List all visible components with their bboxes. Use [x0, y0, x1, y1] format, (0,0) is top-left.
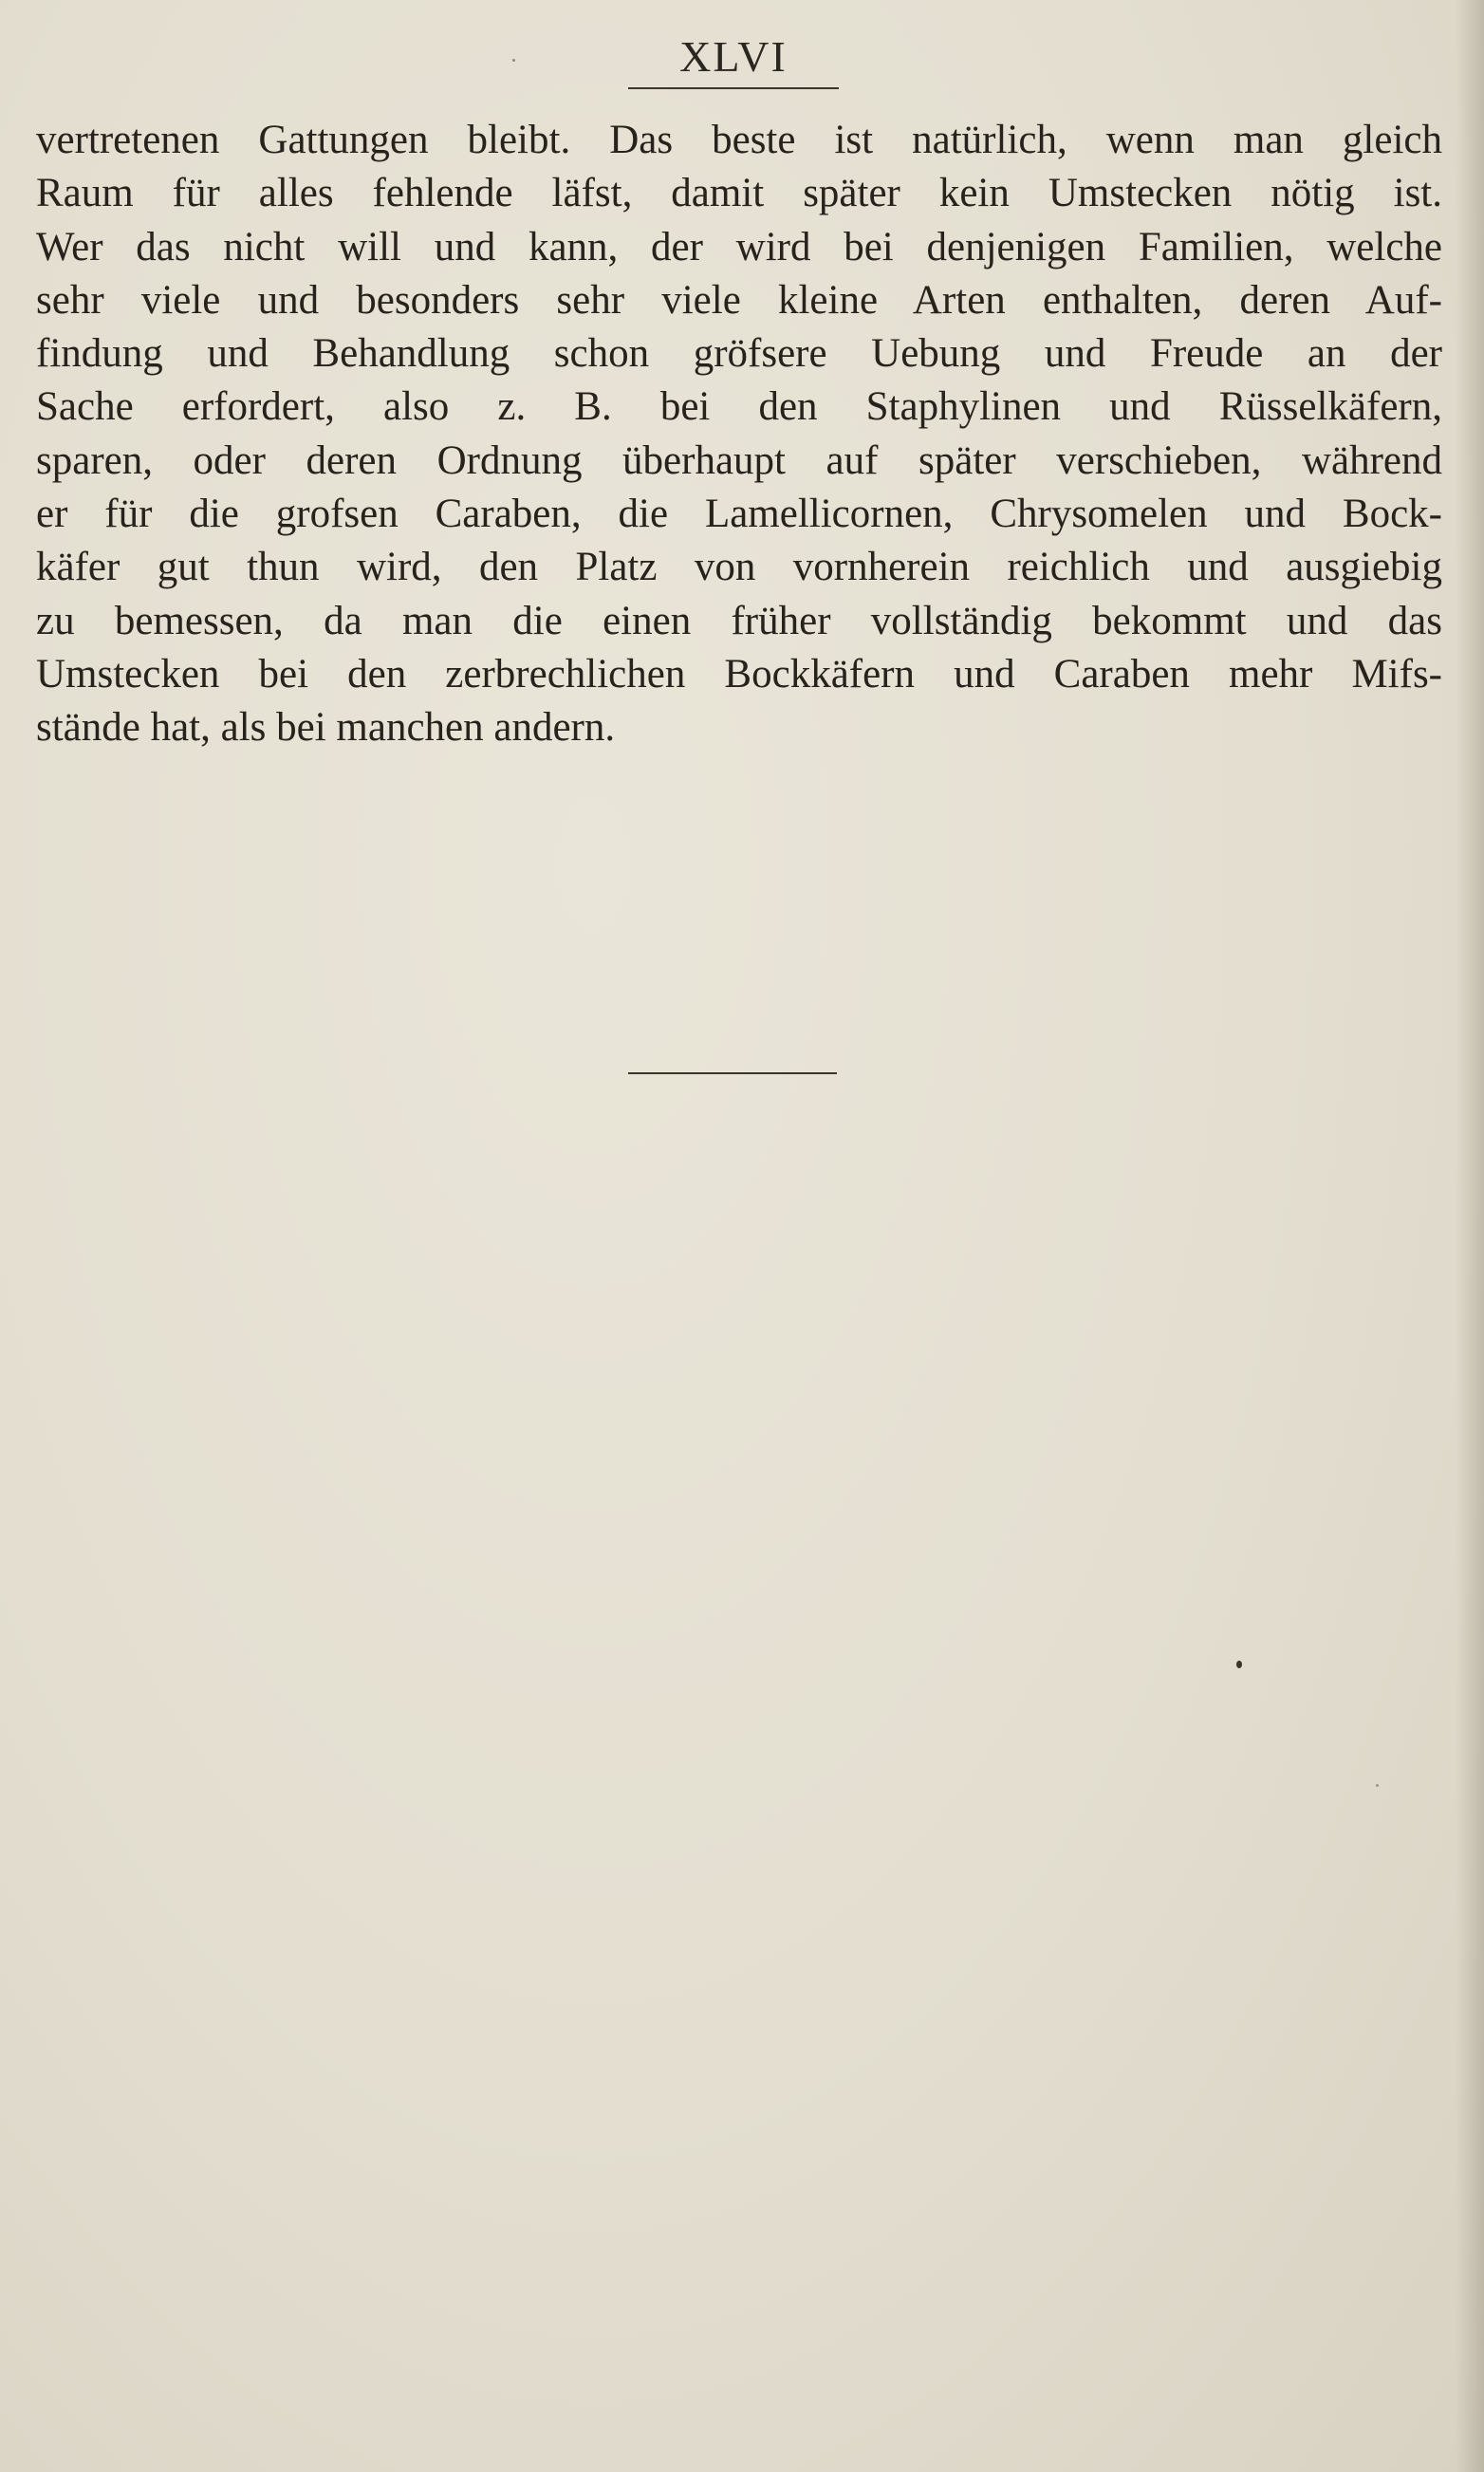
paper-speck — [1376, 1784, 1379, 1787]
text-line: er für die grofsen Caraben, die Lamellicornen, Chrysomelen und Bock- — [36, 492, 1442, 537]
text-line: stände hat, als bei manchen andern. — [36, 705, 616, 751]
text-line: sehr viele und besonders sehr viele kleine Arten enthalten, deren Auf- — [36, 277, 1442, 323]
text-line: Raum für alles fehlende läfst, damit später kein Umstecken nötig ist. — [36, 171, 1442, 216]
text-line: zu bemessen, da man die einen früher vollständig bekommt und das — [36, 598, 1442, 643]
page-edge-shadow — [1456, 0, 1484, 2472]
page-number-header: XLVI — [679, 32, 788, 81]
paper-speck — [512, 59, 515, 62]
text-line: käfer gut thun wird, den Platz von vornherein reichlich und ausgiebig — [36, 545, 1442, 590]
header-rule — [628, 87, 839, 89]
text-line: Wer das nicht will und kann, der wird bei denjenigen Familien, welche — [36, 224, 1442, 270]
body-paragraph — [36, 114, 1442, 755]
text-line: vertretenen Gattungen bleibt. Das beste ist natürlich, wenn man gleich — [36, 118, 1442, 162]
text-line: Umstecken bei den zerbrechlichen Bockkäfern und Caraben mehr Mifs- — [36, 651, 1442, 697]
paper-speck — [1236, 1661, 1242, 1668]
section-end-rule — [628, 1072, 837, 1074]
text-line: findung und Behandlung schon gröfsere Uebung und Freude an der — [36, 331, 1442, 377]
text-line: sparen, oder deren Ordnung überhaupt auf später verschieben, während — [36, 437, 1442, 483]
text-line: Sache erfordert, also z. B. bei den Staphylinen und Rüsselkäfern, — [36, 384, 1442, 430]
